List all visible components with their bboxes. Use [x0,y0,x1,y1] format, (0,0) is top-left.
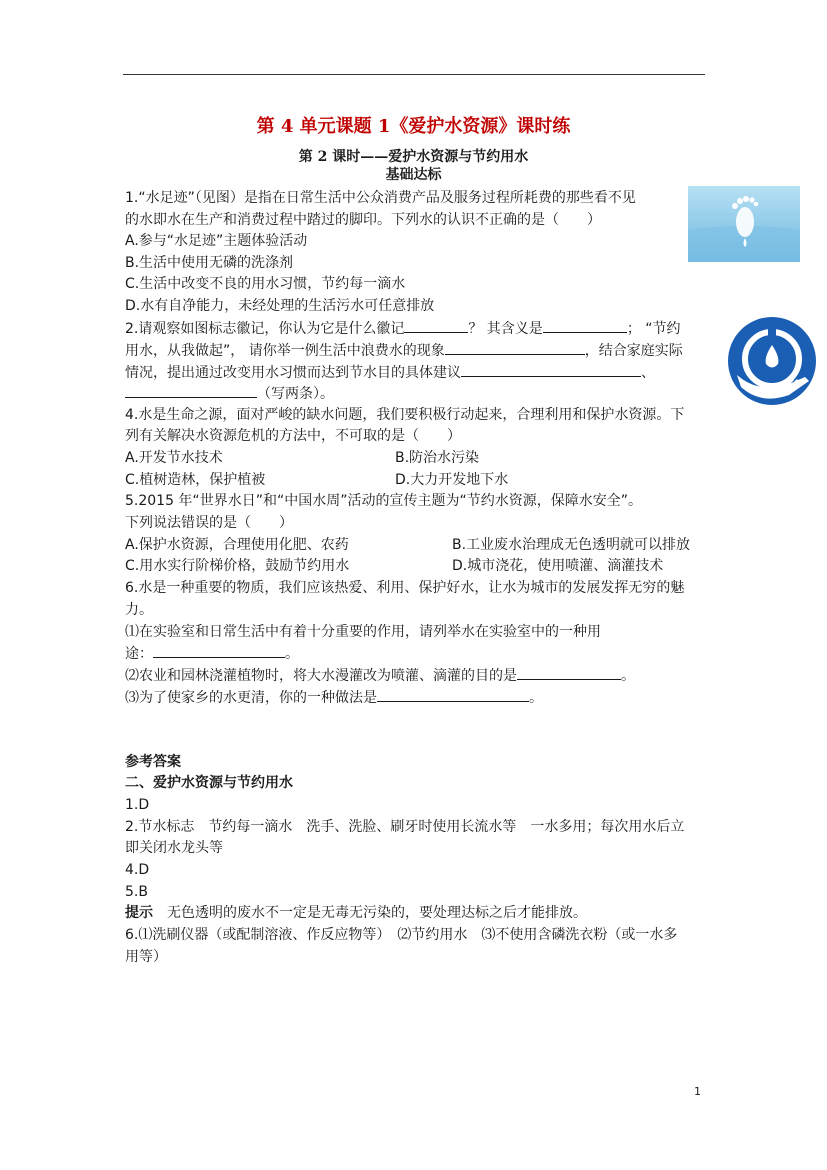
q4-option-d: D.大力开发地下水 [395,472,509,488]
q4-stem-line2: 列有关解决水资源危机的方法中，不可取的是（ ） [125,428,461,444]
answer-4: 4.D [125,862,150,878]
answer-blank[interactable] [517,665,621,680]
q5-option-b: B.工业废水治理成无色透明就可以排放 [452,537,691,553]
q2-line1: 2.请观察如图标志徽记，你认为它是什么徽记 ？ 其含义是 ； “节约 [125,318,681,339]
q6-sub1-line2: 途： 。 [125,643,299,664]
answers-subheading: 二、爱护水资源与节约用水 [125,775,293,791]
answers-heading: 参考答案 [125,754,181,770]
q6-sub1-line1: ⑴在实验室和日常生活中有着十分重要的作用，请列举水在实验室中的一种用 [125,624,601,640]
answer-blank[interactable] [543,318,627,333]
q1-option-b: B.生活中使用无磷的洗涤剂 [125,255,294,271]
header-rule [123,74,705,75]
water-saving-emblem-icon [727,315,817,407]
q2-line2: 用水，从我做起”， 请你举一例生活中浪费水的现象 ，结合家庭实际 [125,340,683,361]
q2-line3: 情况，提出通过改变用水习惯而达到节水目的具体建议 、 [125,362,655,383]
answer-blank[interactable] [461,362,641,377]
answer-5-hint: 提示 无色透明的废水不一定是无毒无污染的，要处理达标之后才能排放。 [125,905,587,921]
q1-option-d: D.水有自净能力，未经处理的生活污水可任意排放 [125,298,435,314]
answer-2-line1: 2.节水标志 节约每一滴水 洗手、洗脸、刷牙时使用长流水等 一水多用；每次用水后立 [125,819,685,835]
q6-stem-line1: 6.水是一种重要的物质，我们应该热爱、利用、保护好水，让水为城市的发展发挥无穷的魅 [125,580,685,596]
water-footprint-image [688,186,800,262]
answer-blank[interactable] [404,318,468,333]
answer-2-line2: 即关闭水龙头等 [125,840,223,856]
answer-blank[interactable] [445,340,585,355]
answer-5: 5.B [125,884,148,900]
answer-blank[interactable] [125,383,257,398]
q1-stem-line2: 的水即水在生产和消费过程中踏过的脚印。下列水的认识不正确的是（ ） [125,212,601,228]
q6-sub2: ⑵农业和园林浇灌植物时，将大水漫灌改为喷灌、滴灌的目的是 。 [125,665,635,686]
q5-option-c: C.用水实行阶梯价格，鼓励节约用水 [125,558,350,574]
q1-option-c: C.生活中改变不良的用水习惯，节约每一滴水 [125,276,406,292]
q1-option-a: A.参与“水足迹”主题体验活动 [125,233,308,249]
q6-sub3: ⑶为了使家乡的水更清，你的一种做法是 。 [125,687,543,708]
q5-stem-line2: 下列说法错误的是（ ） [125,515,293,531]
q5-stem-line1: 5.2015 年“世界水日”和“中国水周”活动的宣传主题为“节约水资源，保障水安全”。 [125,493,642,509]
q5-option-a: A.保护水资源，合理使用化肥、农药 [125,537,349,553]
q4-option-b: B.防治水污染 [395,450,480,466]
answer-blank[interactable] [377,687,529,702]
q1-stem-line1: 1.“水足迹”（见图）是指在日常生活中公众消费产品及服务过程所耗费的那些看不见 [125,190,636,206]
page-number: 1 [694,1085,701,1098]
answer-6-line2: 用等） [125,949,167,965]
q6-stem-line2: 力。 [125,602,153,618]
q4-option-c: C.植树造林，保护植被 [125,472,266,488]
section-heading: 基础达标 [385,167,442,183]
q2-line4: （写两条）。 [125,383,334,404]
q4-option-a: A.开发节水技术 [125,450,223,466]
page-title: 第 4 单元课题 1《爱护水资源》课时练 [256,116,571,137]
answer-blank[interactable] [153,643,285,658]
answer-1: 1.D [125,797,150,813]
q5-option-d: D.城市浇花，使用喷灌、滴灌技术 [452,558,664,574]
page-subtitle: 第 2 课时——爱护水资源与节约用水 [298,149,529,165]
answer-6-line1: 6.⑴洗刷仪器（或配制溶液、作反应物等） ⑵节约用水 ⑶不使用含磷洗衣粉（或一水多 [125,927,678,943]
q4-stem-line1: 4.水是生命之源，面对严峻的缺水问题，我们要积极行动起来，合理利用和保护水资源。下 [125,407,685,423]
